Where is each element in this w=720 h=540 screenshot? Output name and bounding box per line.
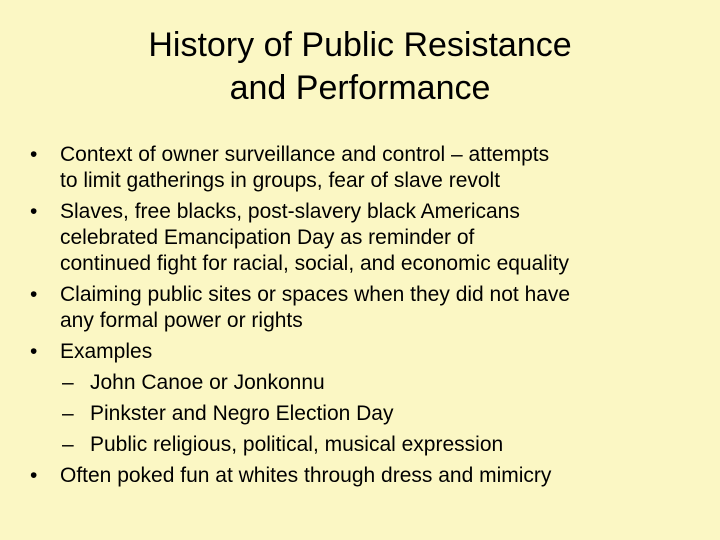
bullet-item — [26, 463, 706, 489]
sub-bullet-text: Pinkster and Negro Election Day — [90, 402, 394, 425]
slide-title-line-2: and Performance — [229, 69, 491, 107]
sub-bullet-item — [26, 401, 706, 427]
bullet-text-line: Context of owner surveillance and control – attempts — [60, 143, 550, 166]
bullet-text-line: any formal power or rights — [60, 309, 303, 332]
sub-bullet-list — [26, 370, 706, 458]
sub-bullet-item — [26, 432, 706, 458]
bullet-text-line: to limit gatherings in groups, fear of slave revolt — [60, 169, 501, 192]
bullet-text-line: Claiming public sites or spaces when they did not have — [60, 283, 571, 306]
bullet-item — [26, 199, 706, 277]
bullet-text-line: Often poked fun at whites through dress and mimicry — [60, 464, 552, 487]
bullet-item — [26, 142, 706, 194]
bullet-item — [26, 339, 706, 365]
slide-title-line-1: History of Public Resistance — [148, 26, 572, 64]
sub-bullet-text: Public religious, political, musical expression — [90, 433, 504, 456]
dash-icon: – — [62, 371, 74, 394]
sub-bullet-item — [26, 370, 706, 396]
sub-bullet-text: John Canoe or Jonkonnu — [90, 371, 325, 394]
bullet-text-line: continued fight for racial, social, and economic equality — [60, 252, 569, 275]
bullet-dot-icon: • — [30, 200, 38, 223]
bullet-dot-icon: • — [30, 143, 38, 166]
bullet-dot-icon: • — [30, 340, 38, 363]
bullet-list — [26, 142, 706, 494]
bullet-dot-icon: • — [30, 283, 38, 306]
bullet-text-line: Slaves, free blacks, post-slavery black Americans — [60, 200, 520, 223]
bullet-text-line: celebrated Emancipation Day as reminder of — [60, 226, 475, 249]
bullet-text-line: Examples — [60, 340, 153, 363]
dash-icon: – — [62, 433, 74, 456]
dash-icon: – — [62, 402, 74, 425]
slide-title — [60, 24, 660, 110]
bullet-item — [26, 282, 706, 334]
bullet-dot-icon: • — [30, 464, 38, 487]
